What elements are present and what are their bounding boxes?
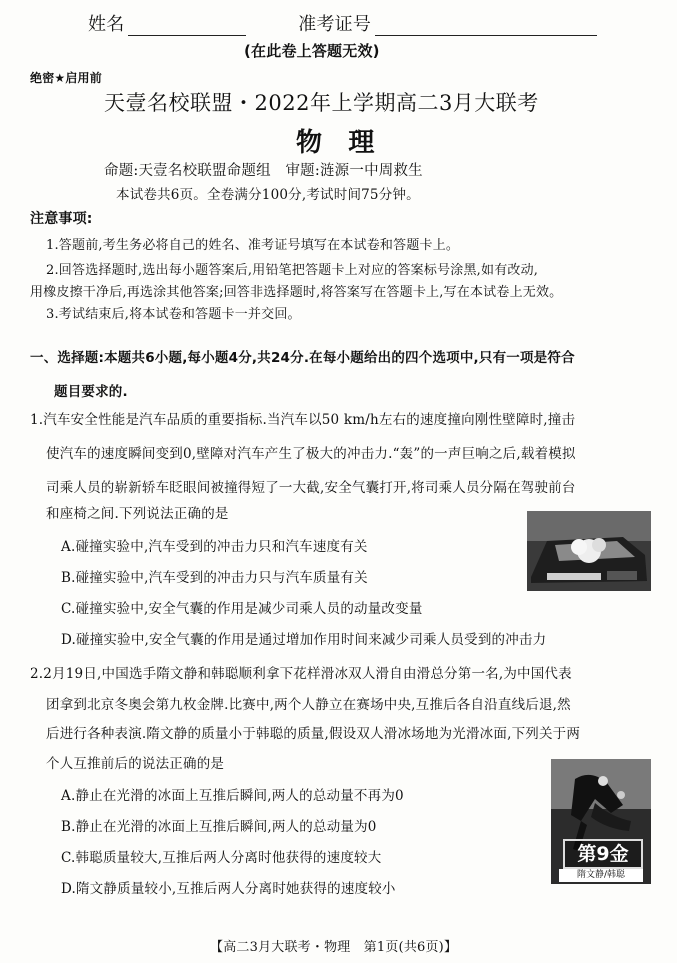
exam-info: 本试卷共6页。全卷满分100分,考试时间75分钟。 xyxy=(116,187,420,203)
q2-stem: 团拿到北京冬奥会第九枚金牌.比赛中,两个人静立在赛场中央,互推后各自沿直线后退,然 xyxy=(46,697,571,713)
q1-option-a: A.碰撞实验中,汽车受到的冲击力只和汽车速度有关 xyxy=(61,539,368,555)
athlete-caption: 隋文静/韩聪 xyxy=(559,869,643,882)
note-item: 1.答题前,考生务必将自己的姓名、准考证号填写在本试卷和答题卡上。 xyxy=(46,238,460,253)
gold-caption: 第9金 xyxy=(563,839,643,869)
name-blank xyxy=(128,19,246,36)
q1-stem: 使汽车的速度瞬间变到0,壁障对汽车产生了极大的冲击力.“轰”的一声巨响之后,载着模拟 xyxy=(46,446,576,462)
setters: 命题:天壹名校联盟命题组 审题:涟源一中周救生 xyxy=(104,163,423,179)
crash-test-photo xyxy=(527,511,651,591)
q2-option-d: D.隋文静质量较小,互推后两人分离时她获得的速度较小 xyxy=(61,881,396,897)
q2-option-c: C.韩聪质量较大,互推后两人分离时他获得的速度较大 xyxy=(61,850,382,866)
q2-stem: 个人互推前后的说法正确的是 xyxy=(46,756,225,772)
secret-mark: 绝密★启用前 xyxy=(30,71,102,85)
q1-option-d: D.碰撞实验中,安全气囊的作用是通过增加作用时间来减少司乘人员受到的冲击力 xyxy=(61,632,547,648)
subject-title: 物 理 xyxy=(296,128,375,158)
notes-heading: 注意事项: xyxy=(30,211,93,227)
note-item: 3.考试结束后,将本试卷和答题卡一并交回。 xyxy=(46,307,301,322)
q2-stem: 2.2月19日,中国选手隋文静和韩聪顺利拿下花样滑冰双人滑自由滑总分第一名,为中国代表 xyxy=(30,666,572,682)
section1-line1: 一、选择题:本题共6小题,每小题4分,共24分.在每小题给出的四个选项中,只有一项是符合 xyxy=(30,350,575,366)
q1-stem: 和座椅之间.下列说法正确的是 xyxy=(46,506,229,522)
q1-option-c: C.碰撞实验中,安全气囊的作用是减少司乘人员的动量改变量 xyxy=(61,601,423,617)
exam-id-label: 准考证号 xyxy=(298,14,372,35)
page-footer: 【高二3月大联考・物理 第1页(共6页)】 xyxy=(210,940,458,955)
invalid-note: (在此卷上答题无效) xyxy=(244,42,380,60)
exam-title: 天壹名校联盟・2022年上学期高二3月大联考 xyxy=(104,91,539,115)
crash-test-illustration xyxy=(527,511,651,591)
note-item: 用橡皮擦干净后,再选涂其他答案;回答非选择题时,将答案写在答题卡上,写在本试卷上无效。 xyxy=(30,285,563,300)
q1-option-b: B.碰撞实验中,汽车受到的冲击力只与汽车质量有关 xyxy=(61,570,368,586)
q1-stem: 1.汽车安全性能是汽车品质的重要指标.当汽车以50 km/h左右的速度撞向刚性壁障时,撞击 xyxy=(30,412,576,428)
note-item: 2.回答选择题时,选出每小题答案后,用铅笔把答题卡上对应的答案标号涂黑,如有改动, xyxy=(46,263,539,278)
section1-line2: 题目要求的. xyxy=(54,384,128,400)
q1-stem: 司乘人员的崭新轿车眨眼间被撞得短了一大截,安全气囊打开,将司乘人员分隔在驾驶前台 xyxy=(46,480,576,496)
q2-option-b: B.静止在光滑的冰面上互推后瞬间,两人的总动量为0 xyxy=(61,819,377,835)
header-row xyxy=(88,10,597,36)
q2-option-a: A.静止在光滑的冰面上互推后瞬间,两人的总动量不再为0 xyxy=(61,788,404,804)
skating-photo xyxy=(551,759,651,884)
name-label: 姓名 xyxy=(88,14,125,35)
q2-stem: 后进行各种表演.隋文静的质量小于韩聪的质量,假设双人滑冰场地为光滑冰面,下列关于两 xyxy=(46,726,581,742)
exam-id-blank xyxy=(375,19,597,36)
